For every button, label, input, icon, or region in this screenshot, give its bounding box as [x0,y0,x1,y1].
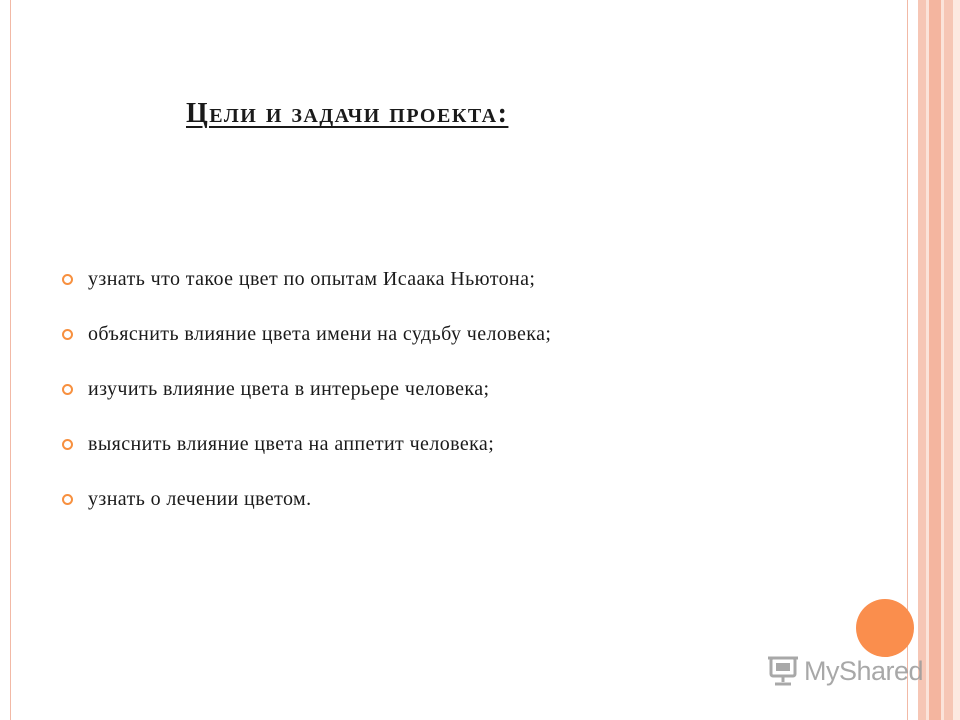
bullet-item [62,307,551,362]
ring-bullet-icon [62,329,73,340]
ring-bullet-icon [62,384,73,395]
bullet-text: узнать о лечении цветом. [88,488,312,510]
bullet-item [62,362,551,417]
bullet-text: узнать что такое цвет по опытам Исаака Ньютона; [88,268,536,290]
decorative-stripe [918,0,926,720]
presentation-logo-icon [766,654,800,688]
bullet-text: изучить влияние цвета в интерьере человека; [88,378,490,400]
ring-bullet-icon [62,274,73,285]
bullet-item [62,252,551,307]
bullet-list [62,252,551,527]
bullet-item [62,472,551,527]
decorative-stripe [944,0,953,720]
ring-bullet-icon [62,494,73,505]
myshared-watermark [766,654,923,688]
slide-title: Цели и задачи проекта: [186,98,509,129]
watermark-text: MyShared [804,655,924,686]
bullet-item [62,417,551,472]
decorative-stripe [929,0,941,720]
bullet-text: выяснить влияние цвета на аппетит человека; [88,433,495,455]
bullet-text: объяснить влияние цвета имени на судьбу человека; [88,323,552,345]
ring-bullet-icon [62,439,73,450]
decorative-orange-circle [856,599,914,657]
decorative-stripe [953,0,960,720]
